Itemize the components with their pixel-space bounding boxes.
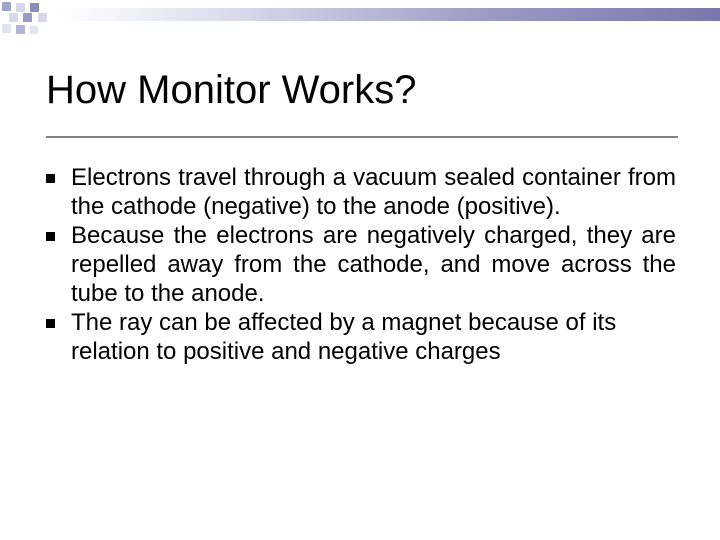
banner-square — [23, 13, 32, 22]
banner-square — [30, 3, 39, 12]
banner-square — [2, 2, 11, 11]
slide-title: How Monitor Works? — [46, 68, 417, 112]
bullet-item — [46, 221, 676, 308]
bullet-item — [46, 163, 676, 221]
bullet-text: Electrons travel through a vacuum sealed container from the cathode (negative) to the anode (positive). — [71, 164, 676, 220]
square-bullet-icon — [46, 232, 55, 241]
bullet-list — [46, 163, 676, 366]
title-underline — [46, 136, 678, 138]
banner-square — [30, 26, 38, 34]
bullet-text: Because the electrons are negatively charged, they are repelled away from the cathode, and move across the tube to the anode. — [71, 222, 676, 307]
banner-square — [16, 25, 25, 34]
bullet-text: The ray can be affected by a magnet because of its relation to positive and negative charges — [71, 309, 617, 365]
header-banner-decoration — [0, 0, 720, 40]
square-bullet-icon — [46, 174, 55, 183]
banner-square — [2, 24, 11, 33]
bullet-item — [46, 308, 676, 366]
square-bullet-icon — [46, 319, 55, 328]
banner-square — [9, 13, 18, 22]
banner-gradient-bar — [60, 8, 720, 21]
banner-square — [38, 13, 47, 22]
banner-square — [16, 3, 25, 12]
